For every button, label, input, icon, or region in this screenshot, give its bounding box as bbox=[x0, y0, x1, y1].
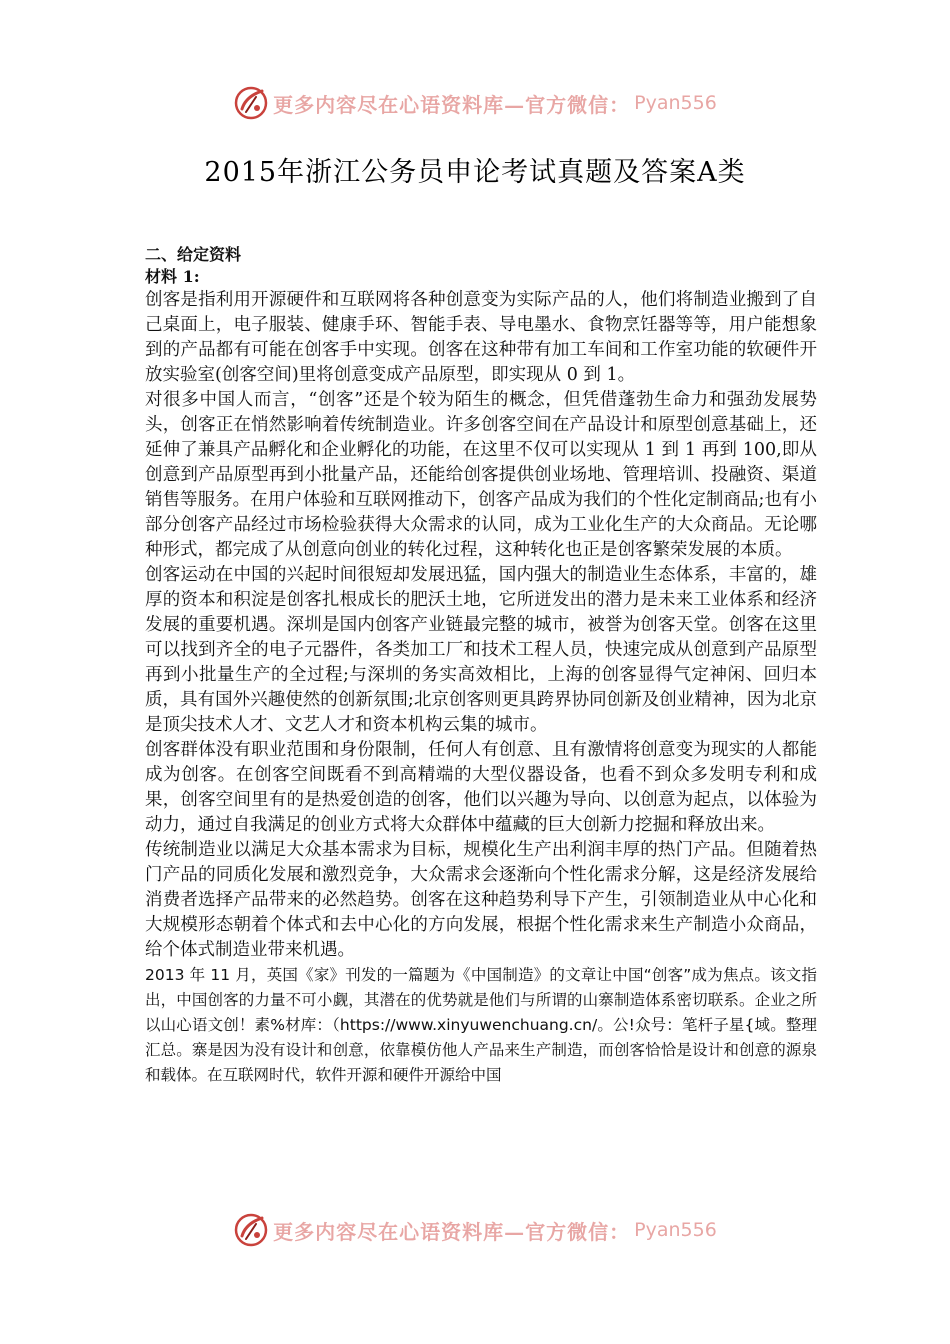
quill-logo-icon bbox=[233, 85, 269, 121]
quill-logo-icon bbox=[233, 1212, 269, 1248]
footer-watermark-banner bbox=[0, 1210, 950, 1250]
banner-wechat-id: Pyan556 bbox=[634, 92, 717, 114]
banner-text: 更多内容尽在心语资料库—官方微信： bbox=[273, 92, 631, 117]
section-heading: 二、给定资料 bbox=[145, 245, 242, 264]
paragraph-4: 创客群体没有职业范围和身份限制，任何人有创意、且有激情将创意变为现实的人都能成为创客。在创客空间既看不到高精端的大型仪器设备，也看不到众多发明专利和成果，创客空间里有的是热爱创造的创客，他们以兴趣为导向、以创意为起点，以体验为动力，通过自我满足的创业方式将大众群体中蕴藏的巨大创新力挖掘和释放出来。 bbox=[145, 740, 817, 835]
paragraph-1: 创客是指利用开源硬件和互联网将各种创意变为实际产品的人，他们将制造业搬到了自己桌面上，电子服装、健康手环、智能手表、导电墨水、食物烹饪器等等，用户能想象到的产品都有可能在创客手中实现。创客在这种带有加工车间和工作室功能的软硬件开放实验室(创客空间)里将创意变成产品原型，即实现从 0 到 1。 bbox=[145, 290, 817, 385]
paragraph-2: 对很多中国人而言，“创客”还是个较为陌生的概念，但凭借蓬勃生命力和强劲发展势头，创客正在悄然影响着传统制造业。许多创客空间在产品设计和原型创意基础上，还延伸了兼具产品孵化和企业孵化的功能，在这里不仅可以实现从 1 到 1 再到 100,即从创意到产品原型再到小批量产品，还能给创客提供创业场地、管理培训、投融资、渠道销售等服务。在用户体验和互联网推动下，创客产品成为我们的个性化定制商品;也有小部分创客产品经过市场检验获得大众需求的认同，成为工业化生产的大众商品。无论哪种形式，都完成了从创意向创业的转化过程，这种转化也正是创客繁荣发展的本质。 bbox=[145, 390, 817, 560]
paragraph-5: 传统制造业以满足大众基本需求为目标，规模化生产出利润丰厚的热门产品。但随着热门产品的同质化发展和激烈竞争，大众需求会逐渐向个性化需求分解，这是经济发展给消费者选择产品带来的必然趋势。创客在这种趋势利导下产生，引领制造业从中心化和大规模形态朝着个体式和去中心化的方向发展，根据个性化需求来生产制造小众商品，给个体式制造业带来机遇。 bbox=[145, 840, 817, 960]
paragraph-6: 2013 年 11 月，英国《家》刊发的一篇题为《中国制造》的文章让中国“创客”成为焦点。该文指出，中国创客的力量不可小觑，其潜在的优势就是他们与所谓的山寨制造体系密切联系。企业之所以山心语文创！素%材库：（https://www.xinyuwenchuang.cn/。公!众号：笔杆子星{域。整理汇总。寨是因为没有设计和创意，依靠模仿他人产品来生产制造，而创客恰恰是设计和创意的源泉和载体。在互联网时代，软件开源和硬件开源给中国 bbox=[145, 966, 817, 1084]
paragraph-3: 创客运动在中国的兴起时间很短却发展迅猛，国内强大的制造业生态体系，丰富的，雄厚的资本和积淀是创客扎根成长的肥沃土地，它所迸发出的潜力是未来工业体系和经济发展的重要机遇。深圳是国内创客产业链最完整的城市，被誉为创客天堂。创客在这里可以找到齐全的电子元器件，各类加工厂和技术工程人员，快速完成从创意到产品原型再到小批量生产的全过程;与深圳的务实高效相比，上海的创客显得气定神闲、回归本质，具有国外兴趣使然的创新氛围;北京创客则更具跨界协同创新及创业精神，因为北京是顶尖技术人才、文艺人才和资本机构云集的城市。 bbox=[145, 565, 817, 735]
page-title: 2015年浙江公务员申论考试真题及答案A类 bbox=[204, 157, 746, 188]
banner-text: 更多内容尽在心语资料库—官方微信： bbox=[273, 1219, 631, 1244]
header-watermark-banner bbox=[0, 83, 950, 123]
material-heading: 材料 1: bbox=[145, 267, 200, 286]
document-body bbox=[145, 244, 817, 1088]
banner-wechat-id: Pyan556 bbox=[634, 1219, 717, 1241]
